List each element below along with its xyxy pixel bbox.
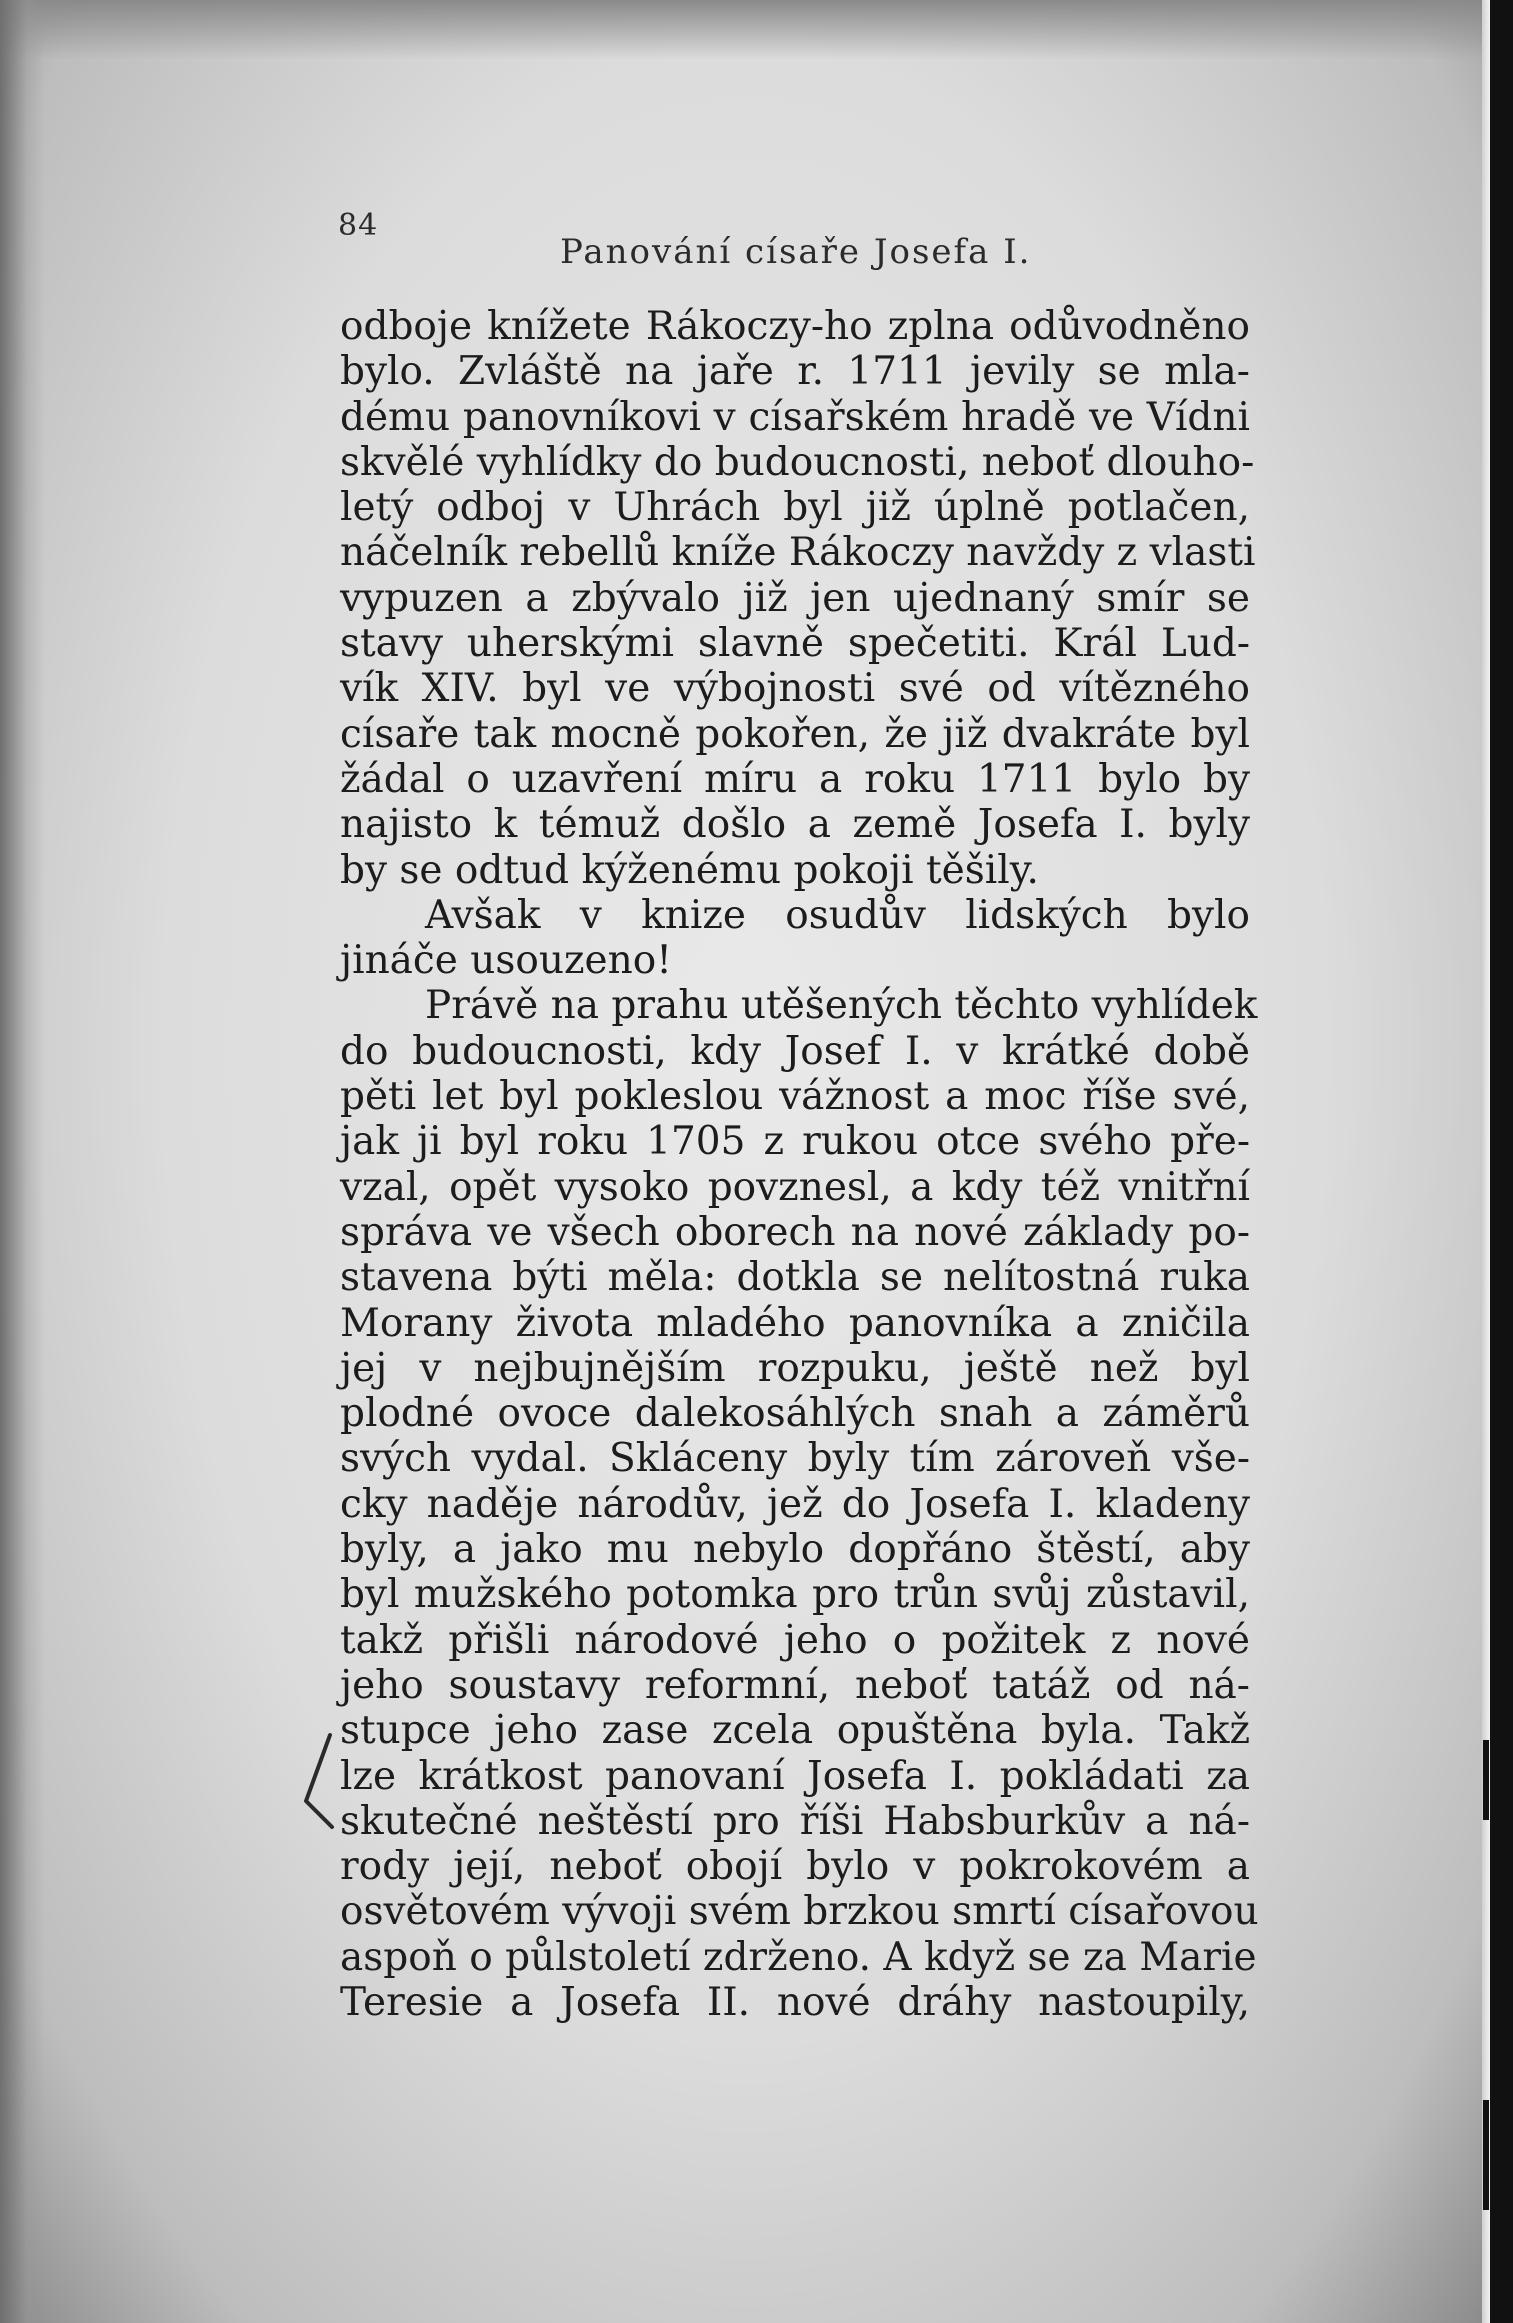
text-line: skvělé vyhlídky do budoucnosti, neboť dlouho- bbox=[340, 439, 1255, 485]
text-line: pěti let byl pokleslou vážnost a moc říše své, bbox=[340, 1074, 1250, 1120]
text-line: dému panovníkovi v císařském hradě ve Vídni bbox=[340, 394, 1250, 440]
edge-tick-mark bbox=[1483, 2100, 1489, 2210]
margin-bracket-mark bbox=[298, 1731, 338, 1831]
text-line: stupce jeho zase zcela opuštěna byla. Takž bbox=[340, 1708, 1250, 1754]
text-line: náčelník rebellů kníže Rákoczy navždy z vlasti bbox=[340, 530, 1256, 576]
text-line: jak ji byl roku 1705 z rukou otce svého pře- bbox=[340, 1119, 1250, 1165]
text-line: vypuzen a zbývalo již jen ujednaný smír se bbox=[340, 575, 1250, 621]
text-line: najisto k témuž došlo a země Josefa I. byly bbox=[340, 802, 1250, 848]
text-line: byl mužského potomka pro trůn svůj zůstavil, bbox=[340, 1572, 1250, 1618]
text-line: císaře tak mocně pokořen, že již dvakráte byl bbox=[340, 711, 1250, 757]
text-line: svých vydal. Skláceny byly tím zároveň vše- bbox=[340, 1436, 1250, 1482]
text-line: Teresie a Josefa II. nové dráhy nastoupily, bbox=[340, 1979, 1250, 2025]
page-top-shadow bbox=[0, 0, 1490, 60]
text-line: vzal, opět vysoko povznesl, a kdy též vnitřní bbox=[340, 1164, 1250, 1210]
text-line: plodné ovoce dalekosáhlých snah a záměrů bbox=[340, 1391, 1250, 1437]
text-line: letý odboj v Uhrách byl již úplně potlačen, bbox=[340, 485, 1250, 531]
running-head: Panování císaře Josefa I. bbox=[560, 232, 1032, 272]
text-line: byly, a jako mu nebylo dopřáno štěstí, aby bbox=[340, 1527, 1250, 1573]
text-line: Avšak v knize osudův lidských bylo bbox=[425, 892, 1250, 938]
text-line: aspoň o půlstoletí zdrženo. A když se za Marie bbox=[340, 1934, 1257, 1980]
body-text bbox=[340, 304, 1259, 2025]
text-line: osvětovém vývoji svém brzkou smrtí císařovou bbox=[340, 1889, 1259, 1935]
text-line: stavena býti měla: dotkla se nelítostná ruka bbox=[340, 1255, 1250, 1301]
page-number: 84 bbox=[338, 208, 379, 243]
text-line: jeho soustavy reformní, neboť tatáž od ná- bbox=[340, 1662, 1250, 1708]
text-line: Morany života mladého panovníka a zničila bbox=[340, 1300, 1250, 1346]
text-line: správa ve všech oborech na nové základy po- bbox=[340, 1209, 1250, 1255]
text-line: rody její, neboť obojí bylo v pokrokovém a bbox=[340, 1844, 1250, 1890]
text-line: jináče usouzeno! bbox=[340, 938, 672, 984]
page-right-edge bbox=[1482, 0, 1490, 2323]
text-line: lze krátkost panovaní Josefa I. pokládati za bbox=[340, 1753, 1250, 1799]
text-line: stavy uherskými slavně spečetiti. Král Lud- bbox=[340, 621, 1250, 667]
text-line: cky naděje národův, jež do Josefa I. kladeny bbox=[340, 1481, 1250, 1527]
text-line: odboje knížete Rákoczy-ho zplna odůvodněno bbox=[340, 304, 1250, 349]
text-line: do budoucnosti, kdy Josef I. v krátké době bbox=[340, 1028, 1250, 1074]
page-left-shadow bbox=[0, 0, 45, 2323]
text-line: skutečné neštěstí pro říši Habsburkův a ná- bbox=[340, 1798, 1250, 1844]
text-line: by se odtud kýženému pokoji těšily. bbox=[340, 847, 1039, 893]
text-line: bylo. Zvláště na jaře r. 1711 jevily se mla- bbox=[340, 349, 1250, 395]
text-line: Právě na prahu utěšených těchto vyhlídek bbox=[425, 983, 1258, 1029]
scan-right-border bbox=[1490, 0, 1513, 2323]
text-line: takž přišli národové jeho o požitek z nové bbox=[340, 1617, 1250, 1663]
edge-tick-mark bbox=[1483, 1740, 1489, 1820]
text-line: vík XIV. byl ve výbojnosti své od vítězného bbox=[340, 666, 1250, 712]
text-line: jej v nejbujnějším rozpuku, ještě než byl bbox=[340, 1345, 1250, 1391]
text-line: žádal o uzavření míru a roku 1711 bylo by bbox=[340, 756, 1250, 802]
